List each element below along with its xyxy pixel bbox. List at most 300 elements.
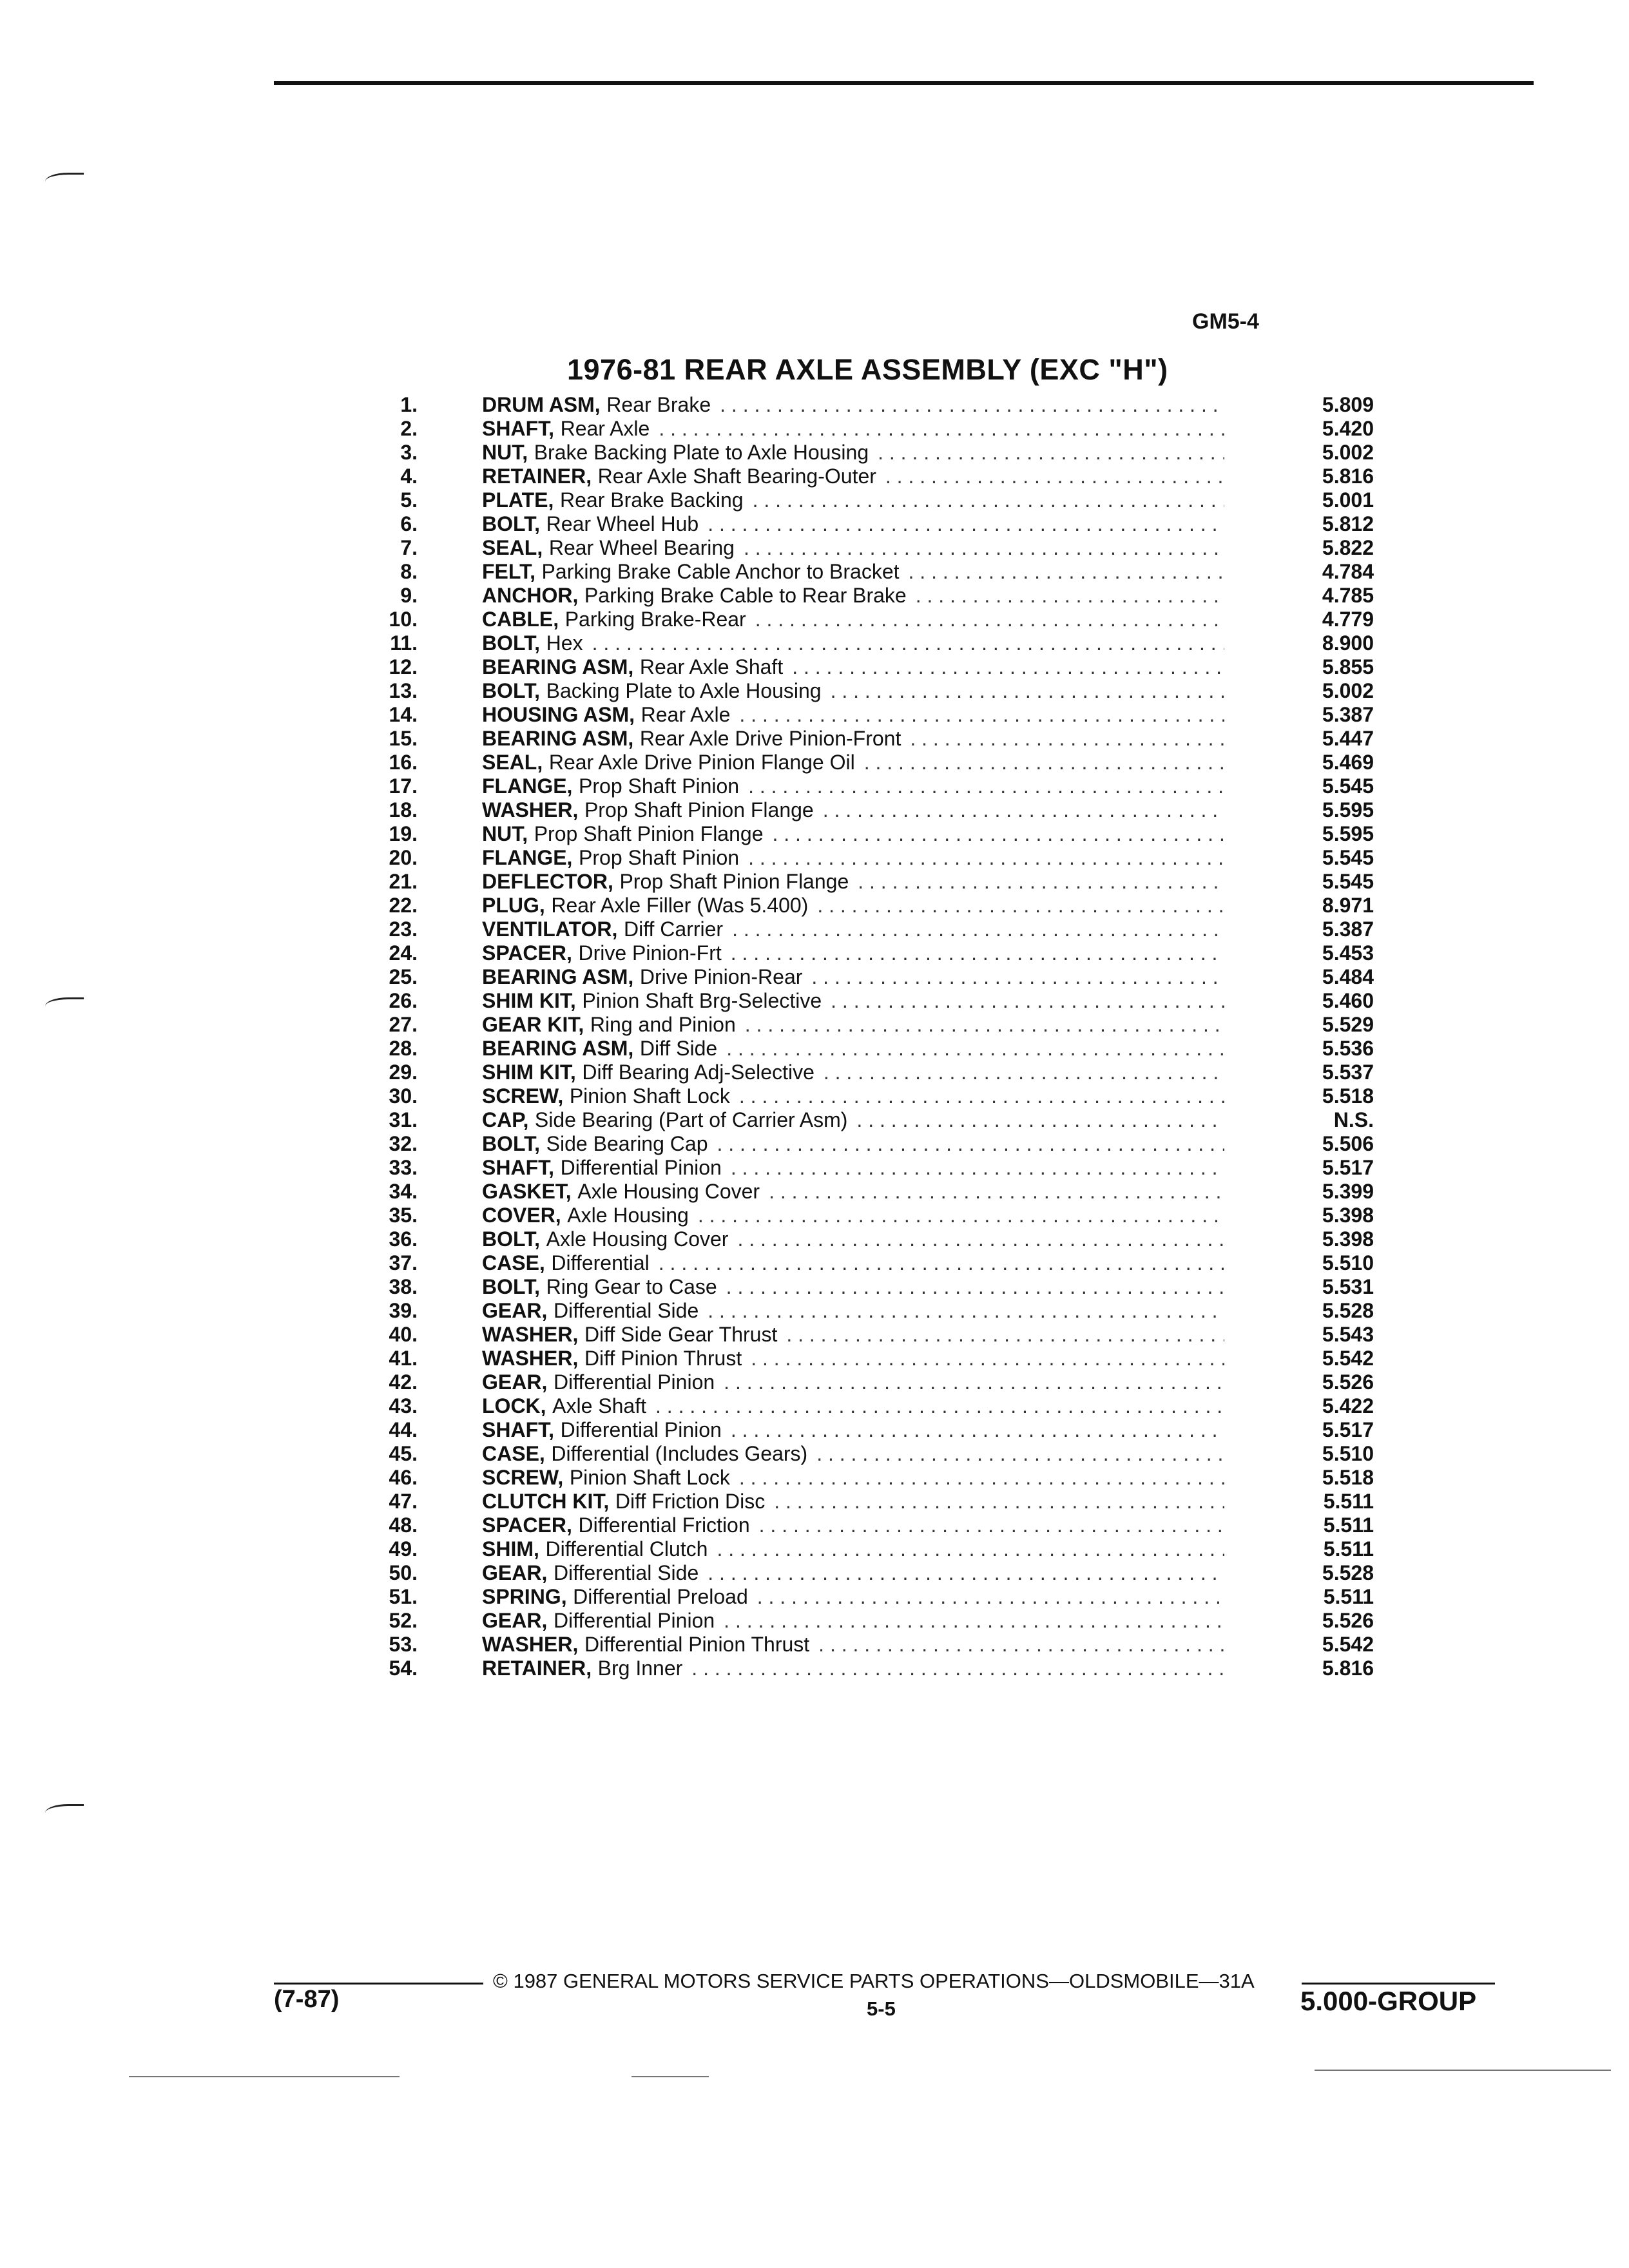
dot-leader xyxy=(916,584,1224,608)
part-name: SHIM KIT, xyxy=(482,989,576,1012)
dot-leader xyxy=(731,941,1224,965)
part-detail: Pinion Shaft Brg-Selective xyxy=(582,989,822,1012)
dot-leader xyxy=(858,870,1224,894)
part-description xyxy=(482,941,1224,965)
part-description xyxy=(482,584,1224,608)
part-row xyxy=(361,822,1379,846)
part-number: 12. xyxy=(389,655,418,678)
part-number: 36. xyxy=(389,1227,418,1251)
part-name: BEARING ASM, xyxy=(482,1037,634,1060)
part-number: 18. xyxy=(389,798,418,822)
group-number: 5.387 xyxy=(1322,703,1374,726)
group-number: 5.511 xyxy=(1323,1537,1374,1561)
part-number: 17. xyxy=(389,774,418,798)
part-number: 42. xyxy=(389,1370,418,1394)
part-number: 21. xyxy=(389,870,418,893)
group-number: 5.398 xyxy=(1322,1227,1374,1251)
part-description xyxy=(482,488,1224,512)
group-number: 8.900 xyxy=(1322,631,1374,655)
group-number: 5.398 xyxy=(1322,1204,1374,1227)
part-detail: Prop Shaft Pinion xyxy=(579,846,740,869)
part-description xyxy=(482,870,1224,894)
part-number: 43. xyxy=(389,1394,418,1418)
margin-mark xyxy=(45,173,84,187)
group-number: 5.002 xyxy=(1322,441,1374,464)
part-detail: Rear Axle xyxy=(641,703,731,726)
part-detail: Diff Bearing Adj-Selective xyxy=(582,1061,815,1084)
part-number: 7. xyxy=(400,536,418,559)
part-description xyxy=(482,1514,1224,1537)
dot-leader xyxy=(731,1418,1224,1442)
part-detail: Ring Gear to Case xyxy=(546,1275,717,1298)
part-row xyxy=(361,488,1379,512)
group-number: 5.595 xyxy=(1322,798,1374,822)
part-row xyxy=(361,1156,1379,1180)
part-number: 50. xyxy=(389,1561,418,1584)
part-name: BOLT, xyxy=(482,631,541,655)
part-number: 47. xyxy=(389,1490,418,1513)
part-row xyxy=(361,894,1379,918)
part-description xyxy=(482,1657,1224,1680)
part-row xyxy=(361,1275,1379,1299)
part-description xyxy=(482,512,1224,536)
group-number: 5.001 xyxy=(1322,488,1374,512)
part-row xyxy=(361,465,1379,488)
part-name: FLANGE, xyxy=(482,774,573,798)
footer-rule-right xyxy=(1302,1983,1495,1984)
group-number: 5.510 xyxy=(1322,1442,1374,1465)
part-description xyxy=(482,1585,1224,1609)
part-name: PLATE, xyxy=(482,488,554,512)
part-row xyxy=(361,1061,1379,1084)
part-description xyxy=(482,989,1224,1013)
part-name: SPRING, xyxy=(482,1585,567,1608)
dot-leader xyxy=(823,798,1224,822)
part-row xyxy=(361,751,1379,774)
part-name: LOCK, xyxy=(482,1394,546,1418)
part-description xyxy=(482,1132,1224,1156)
part-row xyxy=(361,1370,1379,1394)
part-row xyxy=(361,584,1379,608)
part-number: 46. xyxy=(389,1466,418,1489)
dot-leader xyxy=(786,1323,1224,1347)
part-detail: Hex xyxy=(546,631,583,655)
part-row xyxy=(361,1251,1379,1275)
dot-leader xyxy=(708,1561,1224,1585)
part-description xyxy=(482,1466,1224,1490)
part-detail: Parking Brake Cable Anchor to Bracket xyxy=(541,560,900,583)
part-description xyxy=(482,751,1224,774)
part-detail: Prop Shaft Pinion Flange xyxy=(584,798,814,822)
dot-leader xyxy=(724,1370,1224,1394)
part-name: CASE, xyxy=(482,1442,545,1465)
group-number: 5.518 xyxy=(1322,1466,1374,1489)
group-label: 5.000-GROUP xyxy=(1300,1986,1477,2016)
part-number: 27. xyxy=(389,1013,418,1036)
dot-leader xyxy=(759,1514,1224,1537)
part-number: 11. xyxy=(390,631,418,655)
part-row xyxy=(361,679,1379,703)
part-description xyxy=(482,894,1224,918)
dot-leader xyxy=(748,774,1224,798)
scan-line xyxy=(631,2076,709,2077)
part-description xyxy=(482,1323,1224,1347)
group-number: 5.469 xyxy=(1322,751,1374,774)
part-name: GEAR, xyxy=(482,1370,548,1394)
part-name: DEFLECTOR, xyxy=(482,870,613,893)
part-detail: Rear Brake xyxy=(606,393,711,416)
part-name: GEAR, xyxy=(482,1561,548,1584)
part-number: 9. xyxy=(400,584,418,607)
part-detail: Differential Pinion xyxy=(553,1609,715,1632)
part-name: WASHER, xyxy=(482,1347,579,1370)
part-detail: Drive Pinion-Frt xyxy=(578,941,722,965)
part-name: GEAR KIT, xyxy=(482,1013,584,1036)
group-number: 5.812 xyxy=(1322,512,1374,535)
part-number: 51. xyxy=(389,1585,418,1608)
part-name: GEAR, xyxy=(482,1609,548,1632)
part-row xyxy=(361,870,1379,894)
group-number: 4.779 xyxy=(1322,608,1374,631)
part-detail: Rear Axle Drive Pinion-Front xyxy=(639,727,901,750)
part-number: 39. xyxy=(389,1299,418,1322)
group-number: 5.517 xyxy=(1322,1156,1374,1179)
part-name: ANCHOR, xyxy=(482,584,579,607)
part-detail: Pinion Shaft Lock xyxy=(569,1084,730,1108)
part-description xyxy=(482,798,1224,822)
dot-leader xyxy=(659,1251,1224,1275)
part-name: BOLT, xyxy=(482,1275,541,1298)
part-number: 15. xyxy=(389,727,418,750)
part-detail: Brake Backing Plate to Axle Housing xyxy=(534,441,869,464)
dot-leader xyxy=(720,393,1224,417)
part-description xyxy=(482,1108,1224,1132)
part-detail: Axle Shaft xyxy=(552,1394,646,1418)
part-row xyxy=(361,1394,1379,1418)
part-description xyxy=(482,1299,1224,1323)
part-detail: Differential Side xyxy=(553,1561,699,1584)
part-row xyxy=(361,1299,1379,1323)
part-detail: Pinion Shaft Lock xyxy=(569,1466,730,1489)
part-description xyxy=(482,727,1224,751)
part-description xyxy=(482,1227,1224,1251)
part-name: SHIM, xyxy=(482,1537,539,1561)
dot-leader xyxy=(831,989,1224,1013)
group-number: 5.510 xyxy=(1322,1251,1374,1274)
part-row xyxy=(361,417,1379,441)
part-detail: Parking Brake Cable to Rear Brake xyxy=(584,584,907,607)
group-number: 5.542 xyxy=(1322,1633,1374,1656)
part-row xyxy=(361,989,1379,1013)
dot-leader xyxy=(745,1013,1224,1037)
part-number: 44. xyxy=(389,1418,418,1441)
part-row xyxy=(361,1084,1379,1108)
dot-leader xyxy=(708,512,1224,536)
part-detail: Ring and Pinion xyxy=(590,1013,736,1036)
part-number: 41. xyxy=(389,1347,418,1370)
part-detail: Differential Pinion xyxy=(560,1156,722,1179)
part-number: 13. xyxy=(389,679,418,702)
group-number: 5.537 xyxy=(1322,1061,1374,1084)
part-name: DRUM ASM, xyxy=(482,393,601,416)
part-detail: Axle Housing Cover xyxy=(546,1227,729,1251)
part-description xyxy=(482,655,1224,679)
part-row xyxy=(361,1609,1379,1633)
part-detail: Differential Friction xyxy=(578,1514,750,1537)
part-name: WASHER, xyxy=(482,798,579,822)
part-row xyxy=(361,560,1379,584)
copyright-notice: © 1987 GENERAL MOTORS SERVICE PARTS OPERATIONS—OLDSMOBILE—31A xyxy=(493,1970,1255,1992)
part-number: 54. xyxy=(389,1657,418,1680)
dot-leader xyxy=(748,846,1224,870)
part-number: 49. xyxy=(389,1537,418,1561)
part-detail: Side Bearing (Part of Carrier Asm) xyxy=(534,1108,848,1131)
part-row xyxy=(361,441,1379,465)
dot-leader xyxy=(909,560,1225,584)
part-number: 8. xyxy=(400,560,418,583)
dot-leader xyxy=(698,1204,1224,1227)
part-description xyxy=(482,1633,1224,1657)
part-name: GEAR, xyxy=(482,1299,548,1322)
part-row xyxy=(361,918,1379,941)
part-row xyxy=(361,1227,1379,1251)
part-name: WASHER, xyxy=(482,1323,579,1346)
group-number: 5.460 xyxy=(1322,989,1374,1012)
part-description xyxy=(482,536,1224,560)
part-detail: Diff Carrier xyxy=(623,918,724,941)
part-number: 25. xyxy=(389,965,418,988)
group-number: 5.506 xyxy=(1322,1132,1374,1155)
part-description xyxy=(482,465,1224,488)
part-number: 48. xyxy=(389,1514,418,1537)
part-row xyxy=(361,1633,1379,1657)
part-name: CABLE, xyxy=(482,608,559,631)
group-number: 8.971 xyxy=(1322,894,1374,917)
group-number: 4.784 xyxy=(1322,560,1374,583)
part-description xyxy=(482,1013,1224,1037)
part-number: 1. xyxy=(400,393,418,416)
part-description xyxy=(482,1037,1224,1061)
group-number: 5.526 xyxy=(1322,1609,1374,1632)
part-row xyxy=(361,1561,1379,1585)
part-row xyxy=(361,512,1379,536)
part-name: SCREW, xyxy=(482,1084,564,1108)
group-number: 5.545 xyxy=(1322,870,1374,893)
part-detail: Prop Shaft Pinion Flange xyxy=(534,822,764,845)
part-name: VENTILATOR, xyxy=(482,918,618,941)
part-detail: Drive Pinion-Rear xyxy=(639,965,803,988)
dot-leader xyxy=(772,822,1224,846)
part-name: CASE, xyxy=(482,1251,545,1274)
part-name: HOUSING ASM, xyxy=(482,703,635,726)
group-number: 5.595 xyxy=(1322,822,1374,845)
group-number: 5.816 xyxy=(1322,1657,1374,1680)
part-number: 22. xyxy=(389,894,418,917)
dot-leader xyxy=(816,1442,1224,1466)
part-description xyxy=(482,560,1224,584)
part-row xyxy=(361,393,1379,417)
dot-leader xyxy=(732,918,1224,941)
part-row xyxy=(361,1013,1379,1037)
group-number: 5.518 xyxy=(1322,1084,1374,1108)
part-description xyxy=(482,1347,1224,1370)
part-name: SHAFT, xyxy=(482,1156,554,1179)
group-number: 5.528 xyxy=(1322,1561,1374,1584)
part-description xyxy=(482,1275,1224,1299)
part-number: 38. xyxy=(389,1275,418,1298)
part-name: PLUG, xyxy=(482,894,545,917)
dot-leader xyxy=(757,1585,1224,1609)
part-description xyxy=(482,631,1224,655)
part-name: BOLT, xyxy=(482,679,541,702)
part-number: 28. xyxy=(389,1037,418,1060)
part-number: 2. xyxy=(400,417,418,440)
part-row xyxy=(361,1490,1379,1514)
part-description xyxy=(482,918,1224,941)
dot-leader xyxy=(751,1347,1224,1370)
part-row xyxy=(361,1585,1379,1609)
part-row xyxy=(361,1442,1379,1466)
part-detail: Rear Wheel Bearing xyxy=(548,536,735,559)
part-number: 6. xyxy=(400,512,418,535)
part-detail: Rear Wheel Hub xyxy=(546,512,699,535)
group-number: 5.536 xyxy=(1322,1037,1374,1060)
part-detail: Differential Pinion Thrust xyxy=(584,1633,810,1656)
part-number: 30. xyxy=(389,1084,418,1108)
part-row xyxy=(361,1204,1379,1227)
part-description xyxy=(482,608,1224,631)
group-number: 5.528 xyxy=(1322,1299,1374,1322)
part-number: 40. xyxy=(389,1323,418,1346)
group-number: 5.447 xyxy=(1322,727,1374,750)
part-description xyxy=(482,679,1224,703)
group-number: 5.002 xyxy=(1322,679,1374,702)
part-detail: Side Bearing Cap xyxy=(546,1132,708,1155)
group-number: 4.785 xyxy=(1322,584,1374,607)
part-detail: Axle Housing xyxy=(567,1204,689,1227)
group-number: 5.511 xyxy=(1323,1585,1374,1608)
page-title: 1976-81 REAR AXLE ASSEMBLY (EXC "H") xyxy=(567,353,1168,386)
part-description xyxy=(482,1609,1224,1633)
part-row xyxy=(361,1537,1379,1561)
dot-leader xyxy=(739,703,1224,727)
part-detail: Prop Shaft Pinion Flange xyxy=(619,870,849,893)
part-detail: Rear Brake Backing xyxy=(560,488,744,512)
dot-leader xyxy=(737,1227,1224,1251)
part-row xyxy=(361,1132,1379,1156)
dot-leader xyxy=(769,1180,1224,1204)
part-detail: Prop Shaft Pinion xyxy=(579,774,740,798)
dot-leader xyxy=(739,1466,1224,1490)
part-number: 24. xyxy=(389,941,418,965)
dot-leader xyxy=(831,679,1224,703)
dot-leader xyxy=(659,417,1224,441)
part-name: SEAL, xyxy=(482,536,543,559)
part-row xyxy=(361,1108,1379,1132)
part-name: FLANGE, xyxy=(482,846,573,869)
part-number: 3. xyxy=(400,441,418,464)
part-row xyxy=(361,631,1379,655)
part-name: COVER, xyxy=(482,1204,561,1227)
part-detail: Axle Housing Cover xyxy=(577,1180,760,1203)
group-number: 5.517 xyxy=(1322,1418,1374,1441)
part-description xyxy=(482,1156,1224,1180)
part-number: 23. xyxy=(389,918,418,941)
footer-rule-left xyxy=(274,1983,483,1984)
dot-leader xyxy=(811,965,1224,989)
part-name: BOLT, xyxy=(482,1132,541,1155)
part-number: 16. xyxy=(389,751,418,774)
part-row xyxy=(361,774,1379,798)
part-number: 26. xyxy=(389,989,418,1012)
part-detail: Diff Pinion Thrust xyxy=(584,1347,742,1370)
part-name: SHAFT, xyxy=(482,1418,554,1441)
group-number: 5.822 xyxy=(1322,536,1374,559)
part-number: 5. xyxy=(400,488,418,512)
part-detail: Diff Side xyxy=(639,1037,718,1060)
part-detail: Differential Pinion xyxy=(560,1418,722,1441)
part-detail: Diff Side Gear Thrust xyxy=(584,1323,778,1346)
part-name: CLUTCH KIT, xyxy=(482,1490,610,1513)
part-detail: Brg Inner xyxy=(597,1657,683,1680)
part-name: CAP, xyxy=(482,1108,529,1131)
group-number: 5.545 xyxy=(1322,774,1374,798)
part-name: BOLT, xyxy=(482,512,541,535)
part-name: FELT, xyxy=(482,560,535,583)
part-name: SEAL, xyxy=(482,751,543,774)
page-number: 5-5 xyxy=(867,1997,896,2020)
part-description xyxy=(482,1537,1224,1561)
group-number: 5.387 xyxy=(1322,918,1374,941)
part-description xyxy=(482,1061,1224,1084)
dot-leader xyxy=(792,655,1224,679)
part-row xyxy=(361,536,1379,560)
part-number: 32. xyxy=(389,1132,418,1155)
part-row xyxy=(361,1323,1379,1347)
part-row xyxy=(361,798,1379,822)
part-name: BOLT, xyxy=(482,1227,541,1251)
part-detail: Differential Side xyxy=(553,1299,699,1322)
group-number: 5.511 xyxy=(1323,1490,1374,1513)
part-name: GASKET, xyxy=(482,1180,572,1203)
part-description xyxy=(482,441,1224,465)
dot-leader xyxy=(691,1657,1224,1680)
part-row xyxy=(361,703,1379,727)
parts-list xyxy=(361,393,1379,1680)
part-description xyxy=(482,1442,1224,1466)
dot-leader xyxy=(717,1537,1224,1561)
part-description xyxy=(482,417,1224,441)
part-row xyxy=(361,655,1379,679)
part-detail: Differential (Includes Gears) xyxy=(551,1442,808,1465)
dot-leader xyxy=(744,536,1224,560)
group-number: 5.543 xyxy=(1322,1323,1374,1346)
part-row xyxy=(361,1347,1379,1370)
group-number: 5.545 xyxy=(1322,846,1374,869)
group-number: 5.511 xyxy=(1323,1514,1374,1537)
part-row xyxy=(361,846,1379,870)
dot-leader xyxy=(885,465,1224,488)
part-row xyxy=(361,941,1379,965)
dot-leader xyxy=(726,1275,1224,1299)
part-description xyxy=(482,703,1224,727)
part-description xyxy=(482,1370,1224,1394)
part-row xyxy=(361,727,1379,751)
part-number: 45. xyxy=(389,1442,418,1465)
part-name: NUT, xyxy=(482,441,528,464)
part-name: SPACER, xyxy=(482,941,572,965)
part-row xyxy=(361,965,1379,989)
